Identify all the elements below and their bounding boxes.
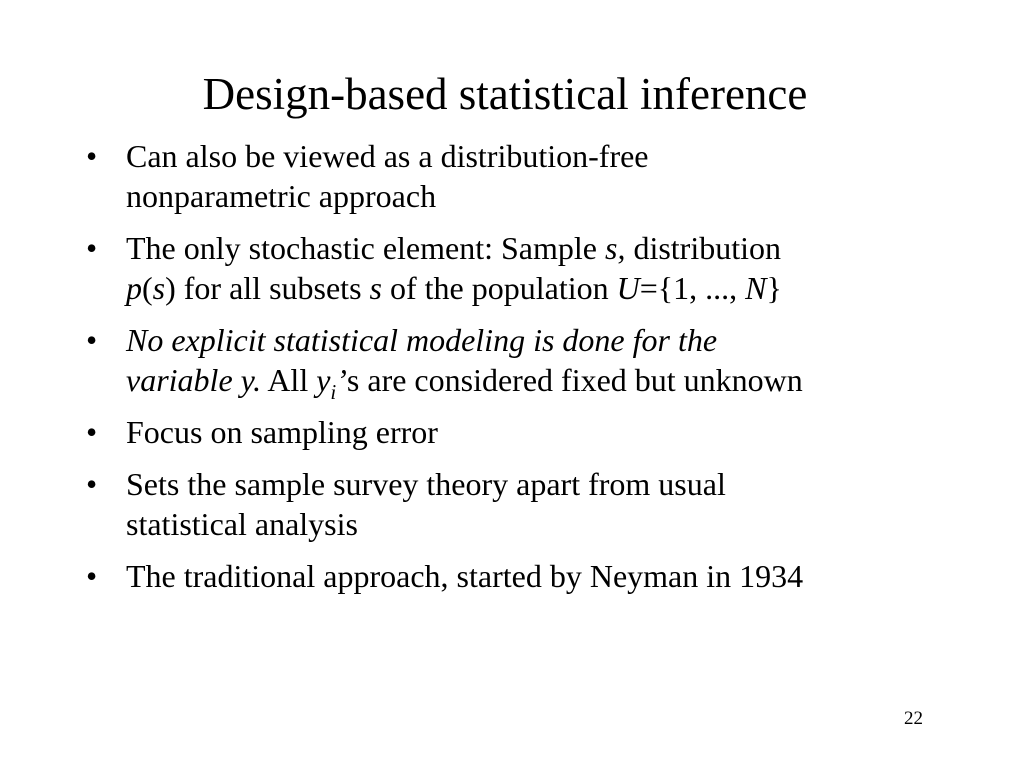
bullet-dot: • — [86, 230, 98, 266]
math-var-N: N — [745, 270, 767, 306]
math-var-s: s — [152, 270, 166, 306]
bullet-dot: • — [86, 138, 98, 174]
bullet-text: The only stochastic element: Sample — [126, 230, 605, 266]
bullet-text: s are considered fixed but unknown — [346, 362, 803, 398]
bullet-text: ={1, ..., — [639, 270, 746, 306]
math-var-s: s — [369, 270, 382, 306]
bullet-text: ) for all subsets — [165, 270, 370, 306]
bullet-text: statistical analysis — [126, 506, 358, 542]
bullet-item — [86, 228, 1006, 308]
bullet-item — [86, 136, 1006, 216]
bullet-dot: • — [86, 466, 98, 502]
bullet-text: distribution — [625, 230, 781, 266]
bullet-list — [86, 136, 1006, 608]
apostrophe: ’ — [336, 362, 347, 398]
bullet-item — [86, 556, 1006, 596]
math-var-U: U — [616, 270, 640, 306]
bullet-item — [86, 412, 1006, 452]
bullet-text: Can also be viewed as a distribution-free — [126, 138, 649, 174]
math-var-s: s, — [604, 230, 626, 266]
slide-title: Design-based statistical inference — [202, 69, 808, 119]
bullet-dot: • — [86, 558, 98, 594]
bullet-text: All — [261, 362, 317, 398]
bullet-item — [86, 320, 1006, 404]
bullet-text: The traditional approach, started by Neyman in 1934 — [126, 558, 804, 594]
bullet-text: No explicit statistical modeling is done for the — [126, 322, 718, 358]
bullet-text: of the population — [381, 270, 617, 306]
bullet-text: } — [766, 270, 782, 306]
bullet-text: Sets the sample survey theory apart from usual — [126, 466, 726, 502]
page-number: 22 — [904, 708, 923, 729]
math-var-p: p — [126, 270, 142, 306]
bullet-dot: • — [86, 414, 98, 450]
bullet-dot: • — [86, 322, 98, 358]
bullet-item — [86, 464, 1006, 544]
bullet-text: variable y. — [126, 362, 262, 398]
bullet-text: nonparametric approach — [126, 178, 437, 214]
math-subscript-i: i — [330, 380, 337, 404]
bullet-text: ( — [142, 270, 153, 306]
math-var-y: y — [316, 362, 331, 398]
bullet-text: Focus on sampling error — [126, 414, 438, 450]
